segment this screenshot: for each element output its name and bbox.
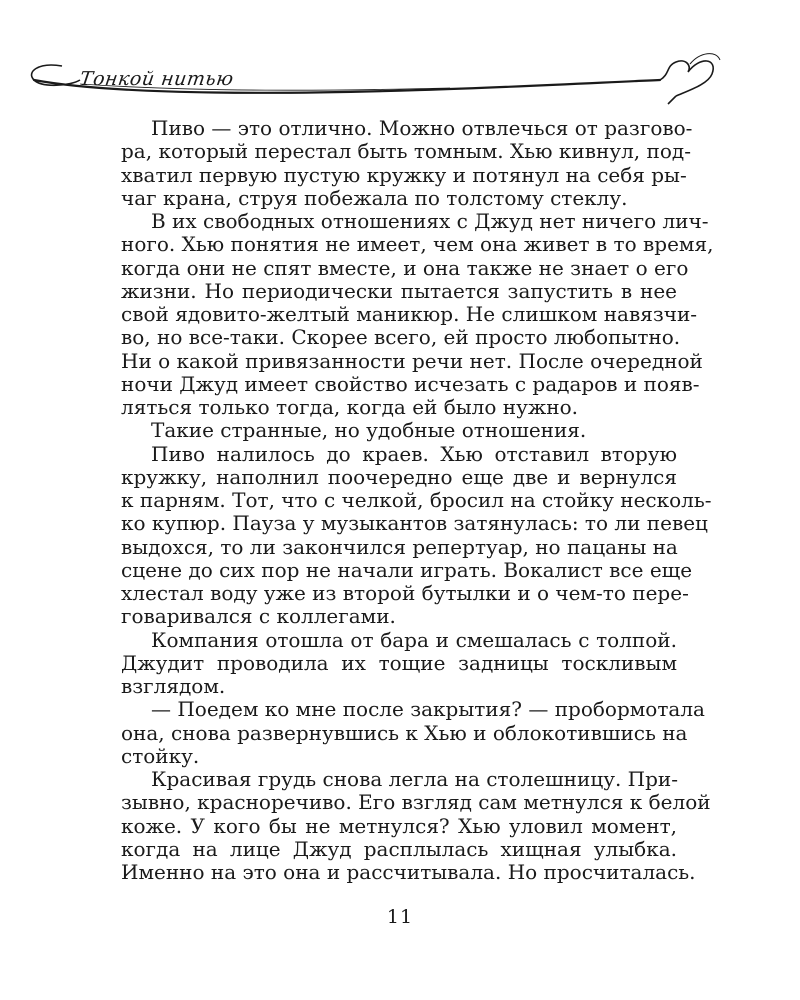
text-line: Компания отошла от бара и смешалась с толпой. bbox=[151, 627, 677, 652]
text-line: Такие странные, но удобные отношения. bbox=[151, 418, 587, 443]
text-line: стойку. bbox=[121, 743, 200, 768]
text-line: взглядом. bbox=[121, 674, 226, 698]
text-line: хлестал воду уже из второй бутылки и о чем-то пере- bbox=[121, 581, 689, 605]
page-number: 11 bbox=[386, 906, 414, 928]
text-line: когда на лице Джуд расплылась хищная улыбка. bbox=[121, 836, 677, 861]
text-line: Пиво налилось до краев. Хью отставил вторую bbox=[151, 441, 677, 466]
text-line: она, снова развернувшись к Хью и облокотившись на bbox=[121, 720, 688, 745]
text-line: ра, который перестал быть томным. Хью кивнул, под- bbox=[121, 139, 691, 164]
text-line: — Поедем ко мне после закрытия? — пробормотала bbox=[151, 697, 705, 722]
text-line: коже. У кого бы не метнулся? Хью уловил момент, bbox=[121, 813, 677, 838]
text-line: ного. Хью понятия не имеет, чем она живет в то время, bbox=[121, 232, 714, 257]
text-line: говаривался с коллегами. bbox=[121, 604, 396, 629]
text-line: свой ядовито-желтый маникюр. Не слишком навязчи- bbox=[121, 302, 698, 326]
text-line: чаг крана, струя побежала по толстому стеклу. bbox=[121, 185, 628, 210]
text-line: жизни. Но периодически пытается запустить в нее bbox=[121, 278, 677, 303]
text-line: во, но все-таки. Скорее всего, ей просто любопытно. bbox=[121, 325, 681, 350]
running-title: Тонкой нитью bbox=[78, 68, 236, 90]
text-line: кружку, наполнил поочередно еще две и вернулся bbox=[121, 464, 677, 489]
text-line: хватил первую пустую кружку и потянул на себя ры- bbox=[121, 162, 687, 187]
text-line: ляться только тогда, когда ей было нужно. bbox=[121, 395, 579, 419]
text-line: к парням. Тот, что с челкой, бросил на стойку несколь- bbox=[121, 488, 712, 512]
text-line: Именно на это она и рассчитывала. Но просчиталась. bbox=[121, 860, 696, 884]
text-line: Пиво — это отлично. Можно отвлечься от разгово- bbox=[151, 116, 693, 140]
text-line: Джудит проводила их тощие задницы тоскливым bbox=[121, 650, 677, 675]
text-line: ночи Джуд имеет свойство исчезать с радаров и появ- bbox=[121, 371, 700, 396]
text-line: ко купюр. Пауза у музыкантов затянулась: то ли певец bbox=[121, 511, 708, 536]
text-line: выдохся, то ли закончился репертуар, но пацаны на bbox=[121, 534, 678, 559]
text-line: сцене до сих пор не начали играть. Вокалист все еще bbox=[121, 557, 693, 582]
text-line: зывно, красноречиво. Его взгляд сам метнулся к белой bbox=[121, 790, 711, 815]
text-line: Ни о какой привязанности речи нет. После очередной bbox=[121, 348, 703, 373]
header-ornament bbox=[0, 0, 800, 110]
page-header bbox=[0, 0, 800, 110]
page-body-text bbox=[121, 116, 714, 884]
text-line: когда они не спят вместе, и она также не знает о его bbox=[121, 255, 689, 280]
text-line: В их свободных отношениях с Джуд нет ничего лич- bbox=[151, 209, 709, 233]
text-line: Красивая грудь снова легла на столешницу. При- bbox=[151, 767, 679, 791]
